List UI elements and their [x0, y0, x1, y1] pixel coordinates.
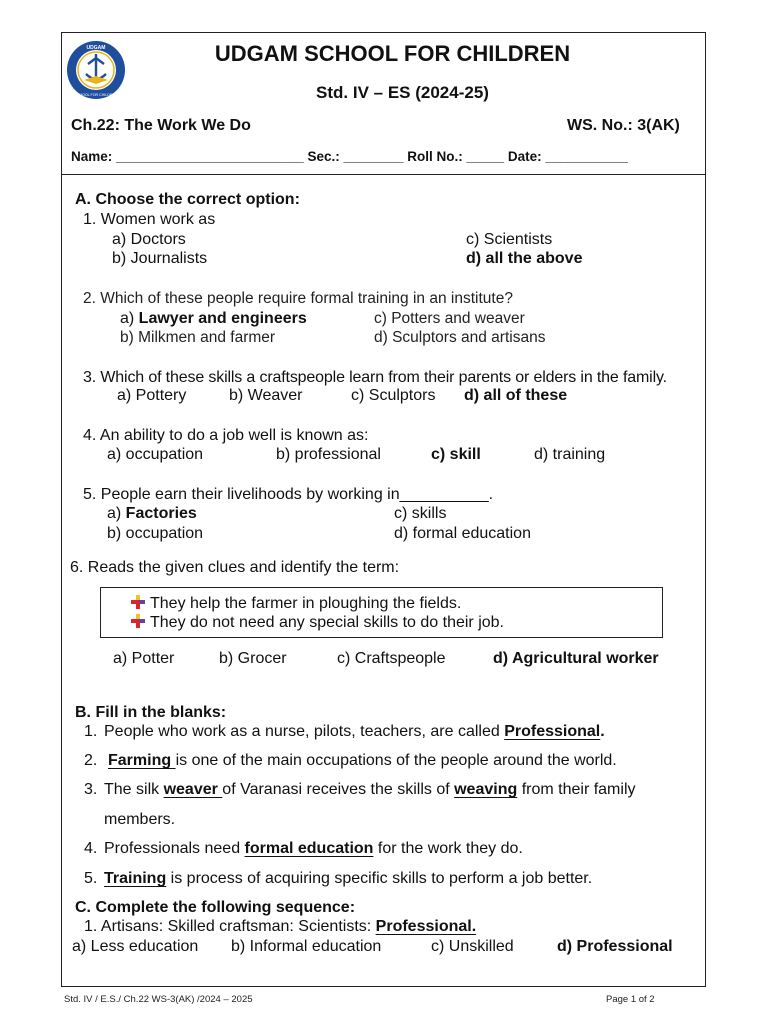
q1-text: 1. Women work as: [83, 211, 216, 228]
header-divider: [61, 174, 706, 175]
q1-option-c: c) Scientists: [466, 231, 553, 248]
q4-option-a: a) occupation: [107, 446, 204, 463]
section-a-title: A. Choose the correct option:: [75, 191, 300, 208]
school-title: UDGAM SCHOOL FOR CHILDREN: [214, 41, 571, 66]
blank-3-continuation: members.: [104, 811, 176, 828]
sequence-text: 1. Artisans: Skilled craftsman: Scientists:: [84, 918, 376, 935]
q3-text: 3. Which of these skills a craftspeople learn from their parents or elders in the family.: [83, 369, 667, 386]
q5-option-d: d) formal education: [394, 525, 531, 542]
sequence-answer: Professional.: [375, 918, 477, 935]
blank-3-mid: of Varanasi receives the skills of: [222, 781, 455, 798]
blank-1-pre: People who work as a nurse, pilots, teachers, are called: [104, 723, 505, 740]
q5-option-c: c) skills: [394, 505, 447, 522]
logo-bottom-text: SCHOOL FOR CHILDREN: [74, 93, 118, 97]
footer-page-number: Page 1 of 2: [606, 994, 655, 1005]
q6-option-a: a) Potter: [113, 650, 175, 667]
q4-option-c-answer: c) skill: [431, 446, 481, 463]
blank-3-pre: The silk: [104, 781, 164, 798]
blank-item-5: [84, 870, 592, 888]
q3-option-a: a) Pottery: [117, 387, 187, 404]
blank-4-post: for the work they do.: [373, 840, 523, 857]
section-b-title: B. Fill in the blanks:: [75, 704, 227, 721]
q2-option-a: [120, 310, 307, 328]
q2-text: 2. Which of these people require formal training in an institute?: [83, 290, 513, 307]
blank-2-post: is one of the main occupations of the people around the world.: [175, 752, 617, 769]
q5-option-a: [107, 505, 197, 523]
blank-2-number: 2.: [84, 752, 98, 769]
q6-text: 6. Reads the given clues and identify the term:: [70, 559, 400, 576]
worksheet-number: WS. No.: 3(AK): [567, 117, 680, 134]
sequence-option-b: b) Informal education: [231, 938, 382, 955]
blank-item-3: [84, 781, 636, 799]
clue-item-2: [130, 613, 504, 632]
q3-option-b: b) Weaver: [229, 387, 303, 404]
q5-option-a-prefix: a): [107, 505, 126, 522]
q4-option-d: d) training: [534, 446, 606, 463]
q1-option-a: a) Doctors: [112, 231, 186, 248]
q5-text: 5. People earn their livelihoods by working in__________.: [83, 486, 494, 503]
q1-option-d-answer: d) all the above: [466, 250, 583, 267]
chapter-title: Ch.22: The Work We Do: [71, 117, 251, 134]
blank-5-post: is process of acquiring specific skills to perform a job better.: [166, 870, 593, 887]
blank-4-answer: formal education: [244, 840, 374, 857]
q3-option-c: c) Sculptors: [351, 387, 436, 404]
q2-option-b: b) Milkmen and farmer: [120, 329, 276, 346]
blank-3-answer-2: weaving: [454, 781, 518, 798]
clue-text-1: They help the farmer in ploughing the fields.: [150, 595, 462, 612]
clue-text-2: They do not need any special skills to do their job.: [150, 614, 504, 631]
class-line: Std. IV – ES (2024-25): [316, 83, 489, 102]
blank-2-answer: Farming: [108, 752, 176, 769]
blank-4-number: 4.: [84, 840, 98, 857]
q6-option-b: b) Grocer: [219, 650, 287, 667]
q3-option-d-answer: d) all of these: [464, 387, 568, 404]
clue-item-1: [130, 594, 461, 613]
sequence-option-d-answer: d) Professional: [557, 938, 673, 955]
blank-3-number: 3.: [84, 781, 98, 798]
pinwheel-bullet-icon: [130, 613, 146, 629]
logo-top-text: UDGAM: [86, 45, 106, 51]
q5-option-b: b) occupation: [107, 525, 204, 542]
blank-1-number: 1.: [84, 723, 98, 740]
q2-option-d: d) Sculptors and artisans: [374, 329, 546, 346]
blank-1-post: .: [600, 723, 605, 740]
blank-5-number: 5.: [84, 870, 98, 887]
blank-3-answer-1: weaver: [163, 781, 223, 798]
q2-option-a-answer: Lawyer and engineers: [138, 310, 307, 327]
q2-option-a-prefix: a): [120, 310, 139, 327]
q1-option-b: b) Journalists: [112, 250, 208, 267]
q5-option-a-answer: Factories: [125, 505, 197, 522]
blank-item-1: [84, 723, 605, 741]
q4-option-b: b) professional: [276, 446, 381, 463]
pinwheel-bullet-icon: [130, 594, 146, 610]
section-c-title: C. Complete the following sequence:: [75, 899, 356, 916]
blank-item-2: [84, 752, 617, 770]
blank-4-pre: Professionals need: [104, 840, 245, 857]
sequence-option-a: a) Less education: [72, 938, 199, 955]
sequence-question: [84, 918, 476, 936]
sequence-option-c: c) Unskilled: [431, 938, 514, 955]
blank-5-answer: Training: [104, 870, 167, 887]
footer-left: Std. IV / E.S./ Ch.22 WS-3(AK) /2024 – 2025: [64, 994, 253, 1005]
blank-1-answer: Professional: [504, 723, 601, 740]
q6-option-d-answer: d) Agricultural worker: [493, 650, 659, 667]
blank-3-post: from their family: [517, 781, 636, 798]
q4-text: 4. An ability to do a job well is known as:: [83, 427, 369, 444]
student-details-line: Name: _________________________ Sec.: ________ Roll No.: _____ Date: ___________: [71, 149, 628, 164]
q2-option-c: c) Potters and weaver: [374, 310, 525, 327]
q6-option-c: c) Craftspeople: [337, 650, 446, 667]
blank-item-4: [84, 840, 523, 858]
